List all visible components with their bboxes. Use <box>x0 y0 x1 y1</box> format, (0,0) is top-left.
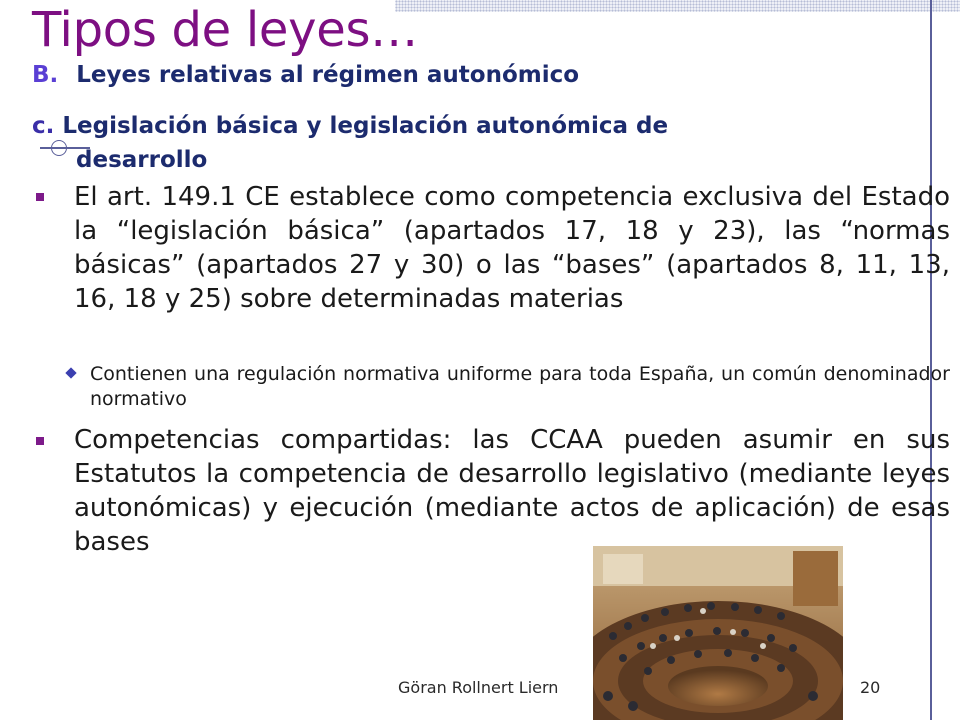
square-bullet-icon <box>36 437 44 445</box>
section-heading-b <box>32 62 579 88</box>
heading-b-marker: B. <box>32 62 59 88</box>
heading-c-text-line2: desarrollo <box>76 147 208 173</box>
footer-page-number: 20 <box>860 678 881 697</box>
heading-b-text: Leyes relativas al régimen autonómico <box>76 62 580 88</box>
bullet-paragraph-2: Competencias compartidas: las CCAA pueden asumir en sus Estatutos la competencia de desarrollo legislativo (mediante leyes autonómicas) y ejecución (mediante actos de aplicación) de esas bases <box>74 425 950 557</box>
square-bullet-icon <box>36 193 44 201</box>
section-heading-c <box>32 109 832 177</box>
footer-author: Göran Rollnert Liern <box>398 678 559 697</box>
sub-bullet-paragraph-1: Contienen una regulación normativa uniforme para toda España, un común denominador normativo <box>90 363 950 410</box>
decorative-vertical-line <box>930 0 932 720</box>
heading-c-marker: c. <box>32 113 55 139</box>
slide-title: Tipos de leyes… <box>32 2 418 58</box>
header-pattern-band <box>395 0 960 12</box>
parliament-photo <box>593 546 843 720</box>
heading-c-text-line1: Legislación básica y legislación autonómica de <box>62 113 669 139</box>
bullet-paragraph-1: El art. 149.1 CE establece como competencia exclusiva del Estado la “legislación básica” (apartados 17, 18 y 23), las “normas básicas” (apartados 27 y 30) o las “bases” (apartados 8, 11, 13, 16, 18 y 25) sobre determinadas materias <box>74 182 950 314</box>
diamond-bullet-icon <box>65 367 76 378</box>
